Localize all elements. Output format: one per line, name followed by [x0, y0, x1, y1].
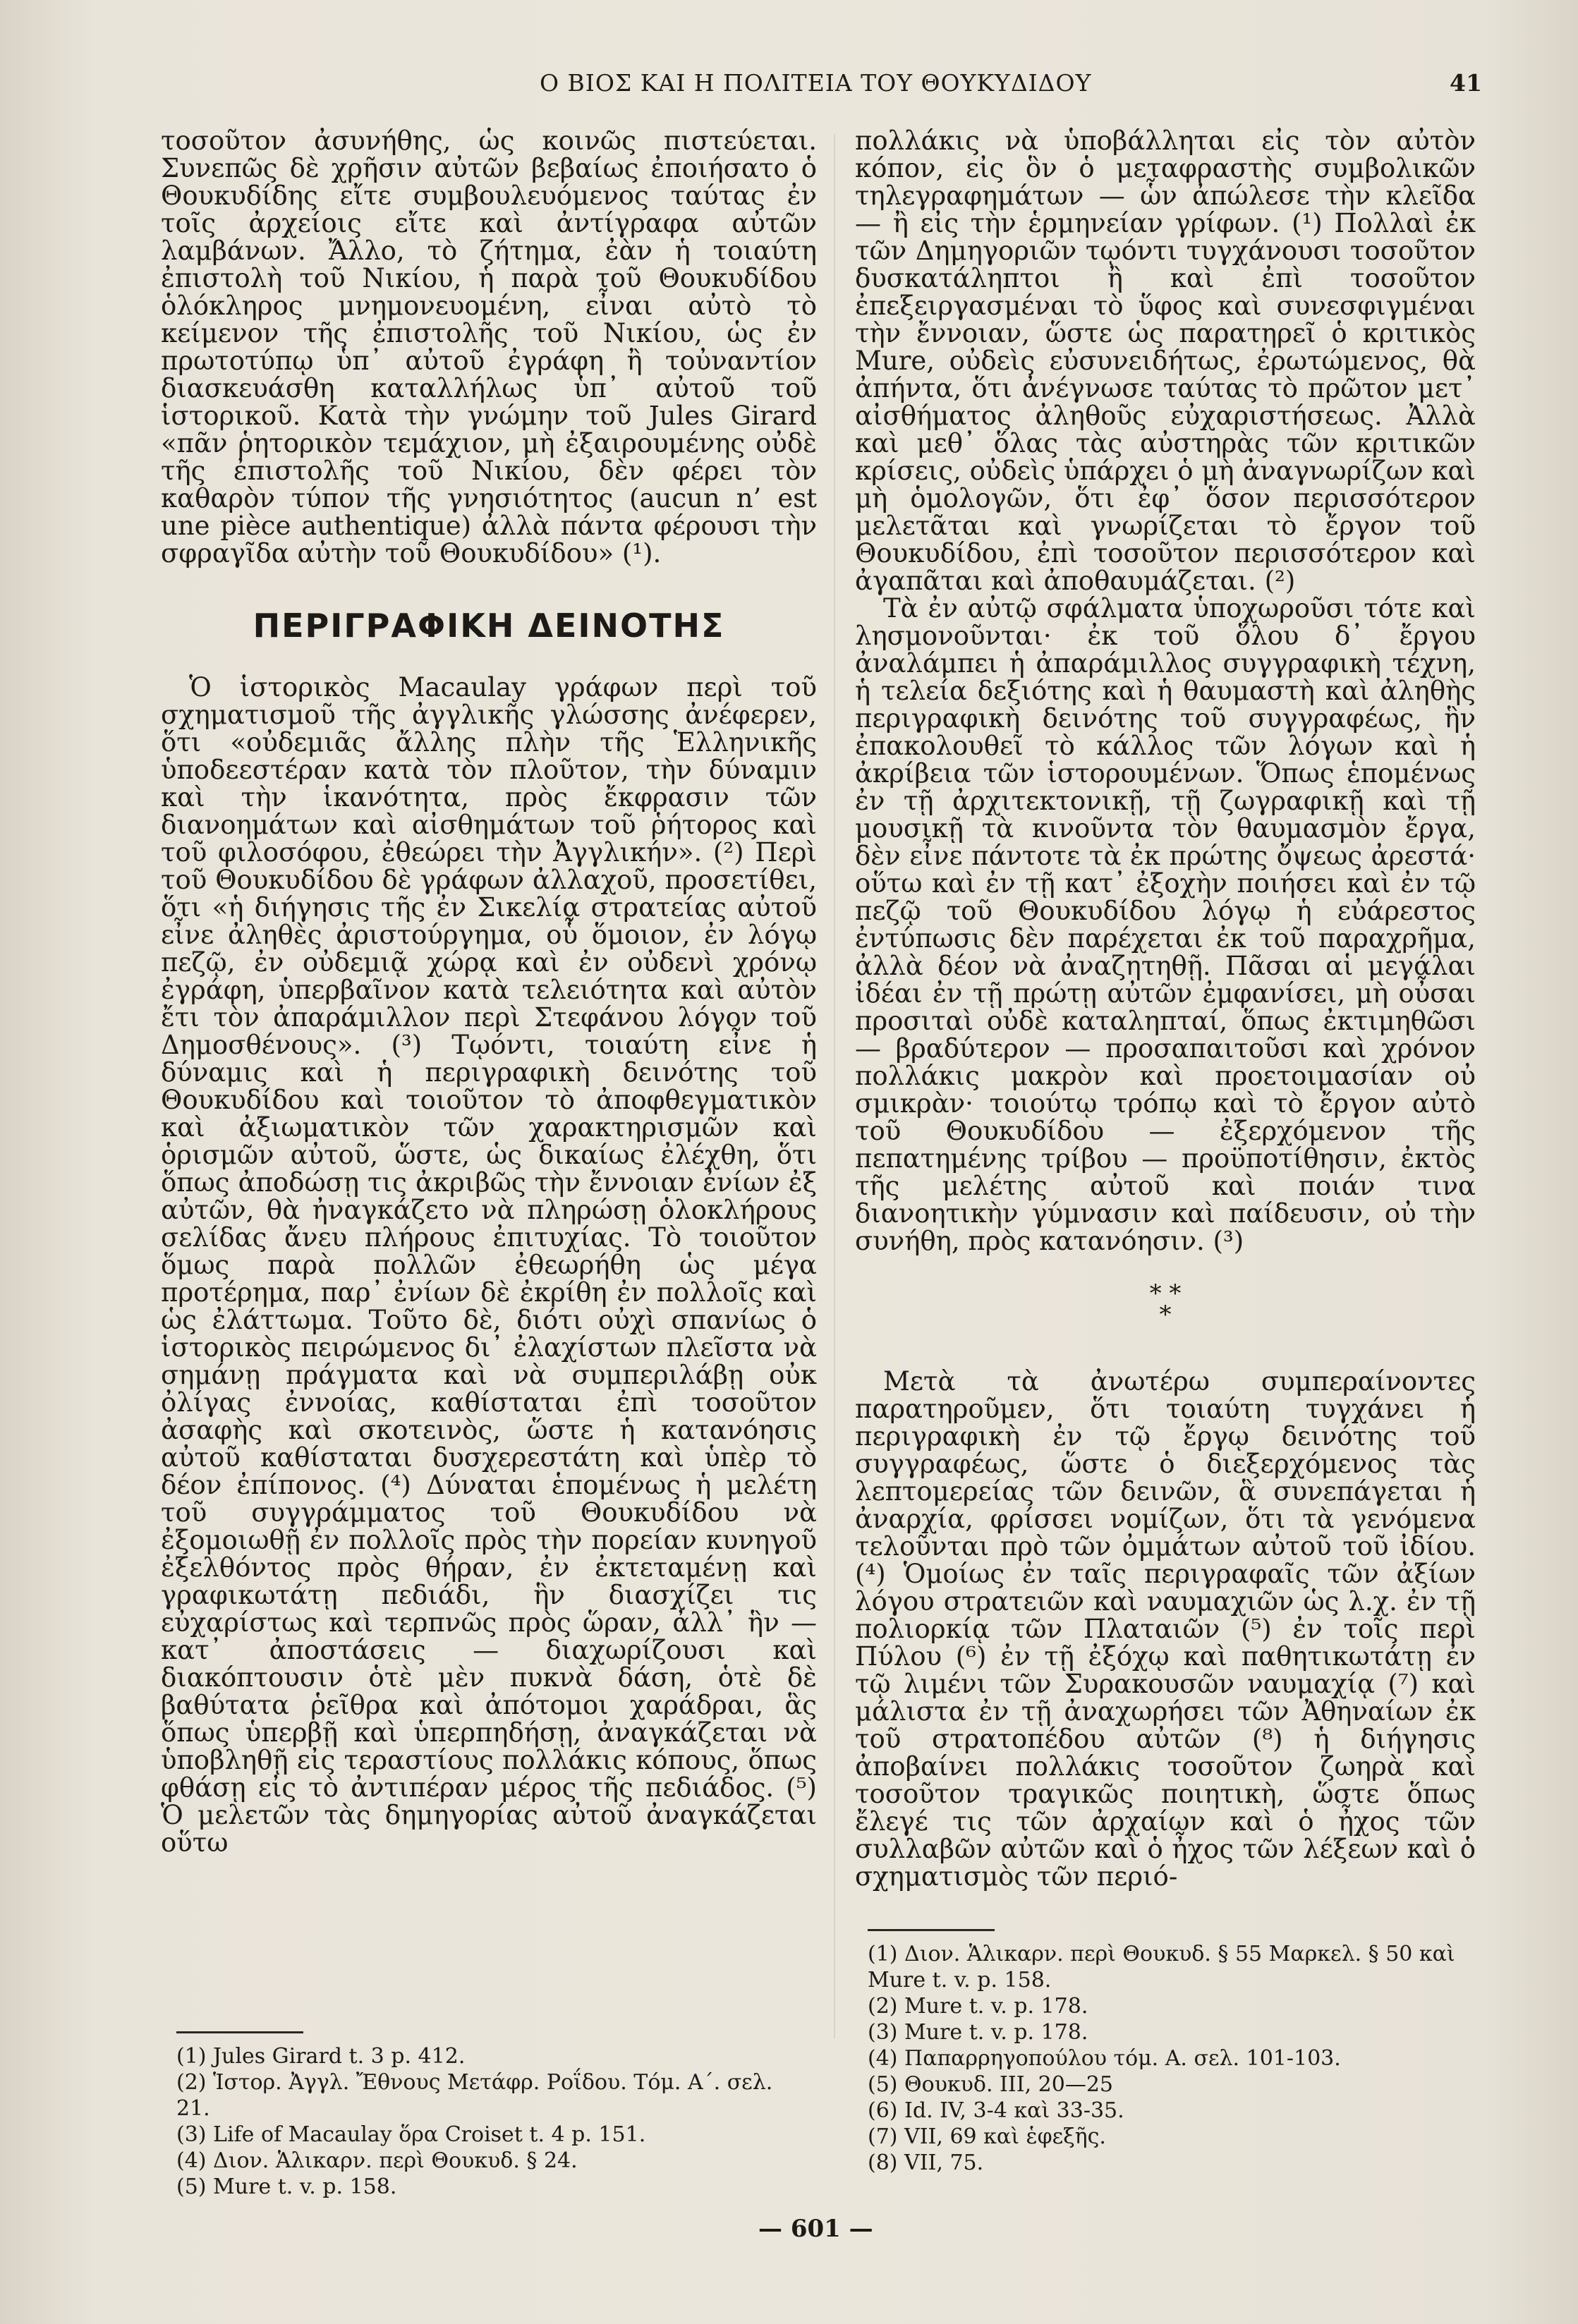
footnote: (8) VII, 75.	[868, 2150, 984, 2175]
footnote: (1) Jules Girard t. 3 p. 412.	[176, 2044, 466, 2069]
column-gutter	[834, 134, 835, 2038]
left-paragraph-2: Ὁ ἱστορικὸς Macaulay γράφων περὶ τοῦ σχηματισμοῦ τῆς ἀγγλικῆς γλώσσης ἀνέφερεν, ὅτι «οὐδεμιᾶς ἄλλης πλὴν τῆς Ἑλληνικῆς ὑποδεεστέραν κατὰ τὸν πλοῦτον, τὴν δύναμιν καὶ τὴν ἱκανότητα, πρὸς ἔκφρασιν τῶν διανοημάτων καὶ αἰσθημάτων τοῦ ῥήτορος καὶ τοῦ φιλοσόφου, ἐθεώρει τὴν Ἀγγλικήν». (²) Περὶ τοῦ Θουκυδίδου δὲ γράφων ἀλλαχοῦ, προσετίθει, ὅτι «ἡ διήγησις τῆς ἐν Σικελίᾳ στρατείας αὐτοῦ εἶνε ἀληθὲς ἀριστούργημα, οὗ ὅμοιον, ἐν λόγῳ πεζῷ, ἐν οὐδεμιᾷ χώρᾳ καὶ ἐν οὐδενὶ χρόνῳ ἐγράφη, ὑπερβαῖνον κατὰ τελειότητα καὶ αὐτὸν ἔτι τὸν ἀπαράμιλλον περὶ Στεφάνου λόγον τοῦ Δημοσθένους». (³) Τῳόντι, τοιαύτη εἶνε ἡ δύναμις καὶ ἡ περιγραφικὴ δεινότης τοῦ Θουκυδίδου καὶ τοιοῦτον τὸ ἀποφθεγματικὸν καὶ ἀξιωματικὸν τῶν χαρακτηρισμῶν καὶ ὁρισμῶν αὐτοῦ, ὥστε, ὡς δικαίως ἐλέχθη, ὅτι ὅπως ἀποδώσῃ τις ἀκριβῶς τὴν ἔννοιαν ἐνίων ἐξ αὐτῶν, θὰ ἠναγκάζετο νὰ πληρώσῃ ὁλοκλήρους σελίδας ἄνευ πλήρους ἐπιτυχίας. Τὸ τοιοῦτον ὅμως παρὰ πολλῶν ἐθεωρήθη ὡς μέγα προτέρημα, παρ᾽ ἐνίων δὲ ἐκρίθη ἐν πολλοῖς καὶ ὡς ἐλάττωμα. Τοῦτο δὲ, διότι οὐχὶ σπανίως ὁ ἱστορικὸς πειρώμενος δι᾽ ἐλαχίστων πλεῖστα νὰ σημάνῃ πράγματα καὶ νὰ συμπεριλάβῃ οὐκ ὀλίγας ἐννοίας, καθίσταται ἐπὶ τοσοῦτον ἀσαφὴς καὶ σκοτεινὸς, ὥστε ἡ κατανόησις αὐτοῦ καθίσταται δυσχερεστάτη καὶ ὑπὲρ τὸ δέον ἐπίπονος. (⁴) Δύναται ἑπομένως ἡ μελέτη τοῦ συγγράμματος τοῦ Θουκυδίδου νὰ ἐξομοιωθῇ ἐν πολλοῖς πρὸς τὴν πορείαν κυνηγοῦ ἐξελθόντος πρὸς θήραν, ἐν ἐκτεταμένῃ καὶ γραφικωτάτῃ πεδιάδι, ἣν διασχίζει τις εὐχαρίστως καὶ τερπνῶς πρὸς ὥραν, ἀλλ᾽ ἣν — κατ᾽ ἀποστάσεις — διαχωρίζουσι καὶ διακόπτουσιν ὁτὲ μὲν πυκνὰ δάση, ὁτὲ δὲ βαθύτατα ῥεῖθρα καὶ ἀπότομοι χαράδραι, ἃς ὅπως ὑπερβῇ καὶ ὑπερπηδήσῃ, ἀναγκάζεται νὰ ὑποβληθῇ εἰς τεραστίους πολλάκις κόπους, ὅπως φθάσῃ εἰς τὸ ἀντιπέραν μέρος τῆς πεδιάδος. (⁵) Ὁ μελετῶν τὰς δημηγορίας αὐτοῦ ἀναγκάζεται οὕτω	[161, 672, 817, 1858]
footnote: (5) Mure t. v. p. 158.	[176, 2174, 397, 2199]
right-paragraph-3: Μετὰ τὰ ἀνωτέρω συμπεραίνοντες παρατηροῦμεν, ὅτι τοιαύτη τυγχάνει ἡ περιγραφικὴ ἐν τῷ ἔργῳ δεινότης τοῦ συγγραφέως, ὥστε ὁ διεξερχόμενος τὰς λεπτομερείας τῶν δεινῶν, ἃ συνεπάγεται ἡ ἀναρχία, φρίσσει νομίζων, ὅτι τὰ γενόμενα τελοῦνται πρὸ τῶν ὀμμάτων αὐτοῦ τοῦ ἰδίου. (⁴) Ὁμοίως ἐν ταῖς περιγραφαῖς τῶν ἀξίων λόγου στρατειῶν καὶ ναυμαχιῶν ὡς λ.χ. ἐν τῇ πολιορκίᾳ τῶν Πλαταιῶν (⁵) ἐν τοῖς περὶ Πύλου (⁶) ἐν τῇ ἐξόχῳ καὶ παθητικωτάτῃ ἐν τῷ λιμένι τῶν Συρακουσῶν ναυμαχίᾳ (⁷) καὶ μάλιστα ἐν τῇ ἀναχωρήσει τῶν Ἀθηναίων ἐκ τοῦ στρατοπέδου αὐτῶν (⁸) ἡ διήγησις ἀποβαίνει πολλάκις τοσοῦτον ζωηρὰ καὶ τοσοῦτον τραγικῶς ποιητικὴ, ὥστε ὅπως ἔλεγέ τις τῶν ἀρχαίων καὶ ὁ ἦχος τῶν συλλαβῶν αὐτῶν καὶ ὁ ἦχος τῶν λέξεων καὶ ὁ σχηματισμὸς τῶν περιό-	[855, 1366, 1476, 1892]
footnotes-left	[176, 2031, 811, 2200]
footnote: (1) Διον. Ἁλικαρν. περὶ Θουκυδ. § 55 Μαρκελ. § 50 καὶ Mure t. v. p. 158.	[868, 1942, 1455, 1993]
footnote: (3) Mure t. v. p. 178.	[868, 2020, 1088, 2045]
right-paragraph-2: Τὰ ἐν αὐτῷ σφάλματα ὑποχωροῦσι τότε καὶ λησμονοῦνται· ἐκ τοῦ ὅλου δ᾽ ἔργου ἀναλάμπει ἡ ἀπαράμιλλος συγγραφικὴ τέχνη, ἡ τελεία δεξιότης καὶ ἡ θαυμαστὴ καὶ ἀληθὴς περιγραφικὴ δεινότης τοῦ συγγραφέως, ἣν ἐπακολουθεῖ τὸ κάλλος τῶν λόγων καὶ ἡ ἀκρίβεια τῶν ἱστορουμένων. Ὅπως ἑπομένως ἐν τῇ ἀρχιτεκτονικῇ, τῇ ζωγραφικῇ καὶ τῇ μουσικῇ τὰ κινοῦντα τὸν θαυμασμὸν ἔργα, δὲν εἶνε πάντοτε τὰ ἐκ πρώτης ὄψεως ἀρεστά· οὕτω καὶ ἐν τῇ κατ᾽ ἐξοχὴν ποιήσει καὶ ἐν τῷ πεζῷ τοῦ Θουκυδίδου λόγῳ ἡ εὐάρεστος ἐντύπωσις δὲν παρέχεται ἐκ τοῦ παραχρῆμα, ἀλλὰ δέον νὰ ἀναζητηθῇ. Πᾶσαι αἱ μεγάλαι ἰδέαι ἐν τῇ πρώτῃ αὐτῶν ἐμφανίσει, μὴ οὖσαι προσιταὶ οὐδὲ καταληπταί, ὅπως ἐκτιμηθῶσι — βραδύτερον — προσαπαιτοῦσι καὶ χρόνον πολλάκις μακρὸν καὶ προετοιμασίαν οὐ σμικρὰν· τοιούτῳ τρόπῳ καὶ τὸ ἔργον αὐτὸ τοῦ Θουκυδίδου — ἐξερχόμενον τῆς πεπατημένης τρίβου — προϋποτίθησιν, ἐκτὸς τῆς μελέτης αὐτοῦ καὶ ποιάν τινα διανοητικὴν γύμνασιν καὶ παίδευσιν, οὐ τὴν συνήθη, πρὸς κατανόησιν. (³)	[855, 593, 1476, 1256]
section-break-asterisks: * * *	[1149, 1279, 1182, 1329]
footnote: (2) Ἱστορ. Ἀγγλ. Ἔθνους Μετάφρ. Ροΐδου. Τόμ. Α΄. σελ. 21.	[176, 2070, 773, 2121]
left-column	[161, 127, 817, 1856]
page-number: 41	[1450, 69, 1482, 97]
footnote: (2) Mure t. v. p. 178.	[868, 1994, 1088, 2019]
footnotes-right	[868, 1929, 1488, 2176]
left-paragraph-1: τοσοῦτον ἀσυνήθης, ὡς κοινῶς πιστεύεται. Συνεπῶς δὲ χρῆσιν αὐτῶν βεβαίως ἐποιήσατο ὁ Θουκυδίδης εἴτε συμβουλευόμενος ταύτας ἐν τοῖς ἀρχείοις εἴτε καὶ ἀντίγραφα αὐτῶν λαμβάνων. Ἄλλο, τὸ ζήτημα, ἐὰν ἡ τοιαύτη ἐπιστολὴ τοῦ Νικίου, ἡ παρὰ τοῦ Θουκυδίδου ὁλόκληρος μνημονευομένη, εἶναι αὐτὸ τὸ κείμενον τῆς ἐπιστολῆς τοῦ Νικίου, ὡς ἐν πρωτοτύπῳ ὑπ᾽ αὐτοῦ ἐγράφη ἢ τοὐναντίον διασκευάσθη καταλλήλως ὑπ᾽ αὐτοῦ τοῦ ἱστορικοῦ. Κατὰ τὴν γνώμην τοῦ Jules Girard «πᾶν ῥητορικὸν τεμάχιον, μὴ ἐξαιρουμένης οὐδὲ τῆς ἐπιστολῆς τοῦ Νικίου, δὲν φέρει τὸν καθαρὸν τύπον τῆς γνησιότητος (aucun n’ est une pièce authentique) ἀλλὰ πάντα φέρουσι τὴν σφραγῖδα αὐτὴν τοῦ Θουκυδίδου» (¹).	[161, 126, 817, 568]
right-column	[855, 127, 1476, 1890]
footnote-rule	[868, 1929, 995, 1931]
footnote: (3) Life of Macaulay ὅρα Croiset t. 4 p. 151.	[176, 2122, 646, 2147]
footnote: (6) Id. IV, 3-4 καὶ 33-35.	[868, 2098, 1124, 2123]
footnote-rule	[176, 2031, 303, 2033]
right-paragraph-1: πολλάκις νὰ ὑποβάλληται εἰς τὸν αὐτὸν κόπον, εἰς ὃν ὁ μεταφραστὴς συμβολικῶν τηλεγραφημάτων — ὧν ἀπώλεσε τὴν κλεῖδα — ἢ εἰς τὴν ἑρμηνείαν γρίφων. (¹) Πολλαὶ ἐκ τῶν Δημηγοριῶν τῳόντι τυγχάνουσι τοσοῦτον δυσκατάληπτοι ἢ καὶ ἐπὶ τοσοῦτον ἐπεξειργασμέναι τὸ ὕφος καὶ συνεσφιγμέναι τὴν ἔννοιαν, ὥστε ὡς παρατηρεῖ ὁ κριτικὸς Mure, οὐδεὶς εὐσυνειδήτως, ἐρωτώμενος, θὰ ἀπήντα, ὅτι ἀνέγνωσε ταύτας τὸ πρῶτον μετ᾽ αἰσθήματος ἀληθοῦς εὐχαριστήσεως. Ἀλλὰ καὶ μεθ᾽ ὅλας τὰς αὐστηρὰς τῶν κριτικῶν κρίσεις, οὐδεὶς ὑπάρχει ὁ μὴ ἀναγνωρίζων καὶ μὴ ὁμολογῶν, ὅτι ἐφ᾽ ὅσον περισσότερον μελετᾶται καὶ γνωρίζεται τὸ ἔργον τοῦ Θουκυδίδου, ἐπὶ τοσοῦτον περισσότερον καὶ ἀγαπᾶται καὶ ἀποθαυμάζεται. (²)	[855, 126, 1476, 596]
footnote: (4) Παπαρρηγοπούλου τόμ. Α. σελ. 101-103.	[868, 2046, 1341, 2071]
folio-number: — 601 —	[758, 2215, 873, 2243]
section-heading: ΠΕΡΙΓΡΑΦΙΚΗ ΔΕΙΝΟΤΗΣ	[253, 607, 725, 645]
footnote: (5) Θουκυδ. III, 20—25	[868, 2072, 1114, 2097]
footnote: (7) VII, 69 καὶ ἑφεξῆς.	[868, 2124, 1106, 2149]
running-head: Ο ΒΙΟΣ ΚΑΙ Η ΠΟΛΙΤΕΙΑ ΤΟΥ ΘΟΥΚΥΔΙΔΟΥ	[540, 69, 1092, 97]
footnote: (4) Διον. Ἁλικαρν. περὶ Θουκυδ. § 24.	[176, 2148, 578, 2173]
